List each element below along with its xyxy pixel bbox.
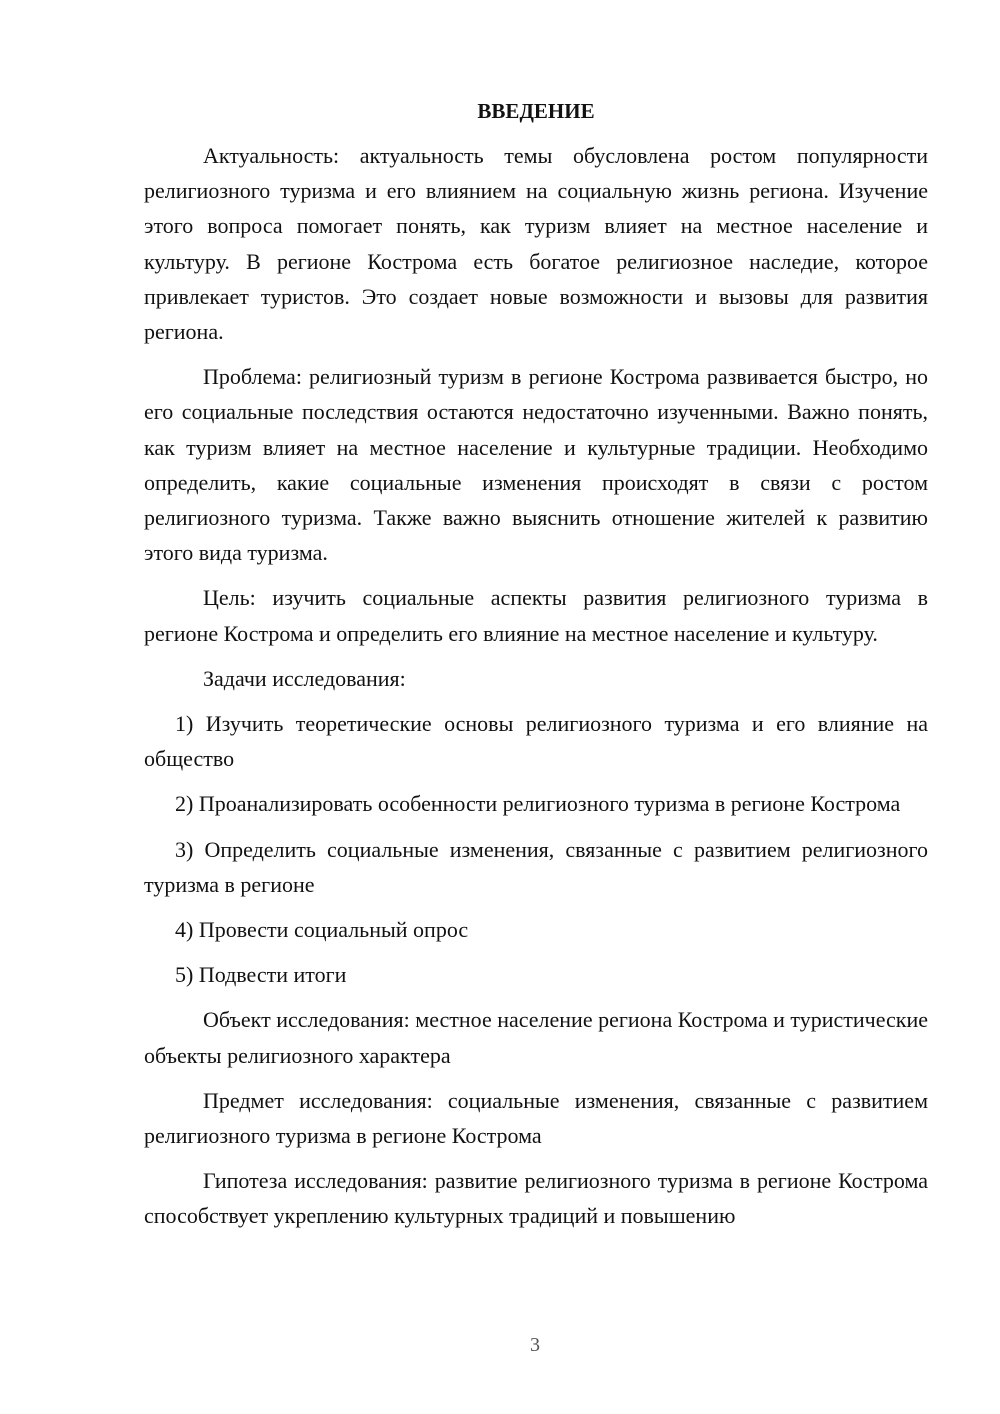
page-content [144, 94, 928, 1244]
section-title: ВВЕДЕНИЕ [477, 99, 595, 123]
paragraph-hypothesis: Гипотеза исследования: развитие религиозного туризма в регионе Кострома способствует укреплению культурных традиций и повышению [144, 1168, 928, 1229]
paragraph-goal: Цель: изучить социальные аспекты развития религиозного туризма в регионе Кострома и определить его влияние на местное население и культуру. [144, 585, 928, 646]
paragraph-relevance: Актуальность: актуальность темы обусловлена ростом популярности религиозного туризма и его влиянием на социальную жизнь региона. Изучение этого вопроса помогает понять, как туризм влияет на местное население и культуру. В регионе Кострома есть богатое религиозное наследие, которое привлекает туристов. Это создает новые возможности и вызовы для развития региона. [144, 143, 928, 345]
task-item-1: 1) Изучить теоретические основы религиозного туризма и его влияние на общество [144, 711, 928, 772]
task-item-4: 4) Провести социальный опрос [175, 917, 469, 943]
tasks-heading: Задачи исследования: [203, 665, 406, 691]
paragraph-subject: Предмет исследования: социальные изменения, связанные с развитием религиозного туризма в регионе Кострома [144, 1087, 928, 1149]
paragraph-problem: Проблема: религиозный туризм в регионе Кострома развивается быстро, но его социальные последствия остаются недостаточно изученными. Важно понять, как туризм влияет на местное население и культурные традиции. Необходимо определить, какие социальные изменения происходят в связи с ростом религиозного туризма. Также важно выяснить отношение жителей к развитию этого вида туризма. [144, 364, 928, 566]
paragraph-object: Объект исследования: местное население региона Кострома и туристические объекты религиозного характера [144, 1007, 928, 1068]
task-item-3: 3) Определить социальные изменения, связанные с развитием религиозного туризма в регионе [144, 836, 928, 897]
task-item-5: 5) Подвести итоги [175, 962, 347, 988]
task-item-2: 2) Проанализировать особенности религиозного туризма в регионе Кострома [175, 791, 901, 817]
page-number: 3 [530, 1334, 540, 1356]
